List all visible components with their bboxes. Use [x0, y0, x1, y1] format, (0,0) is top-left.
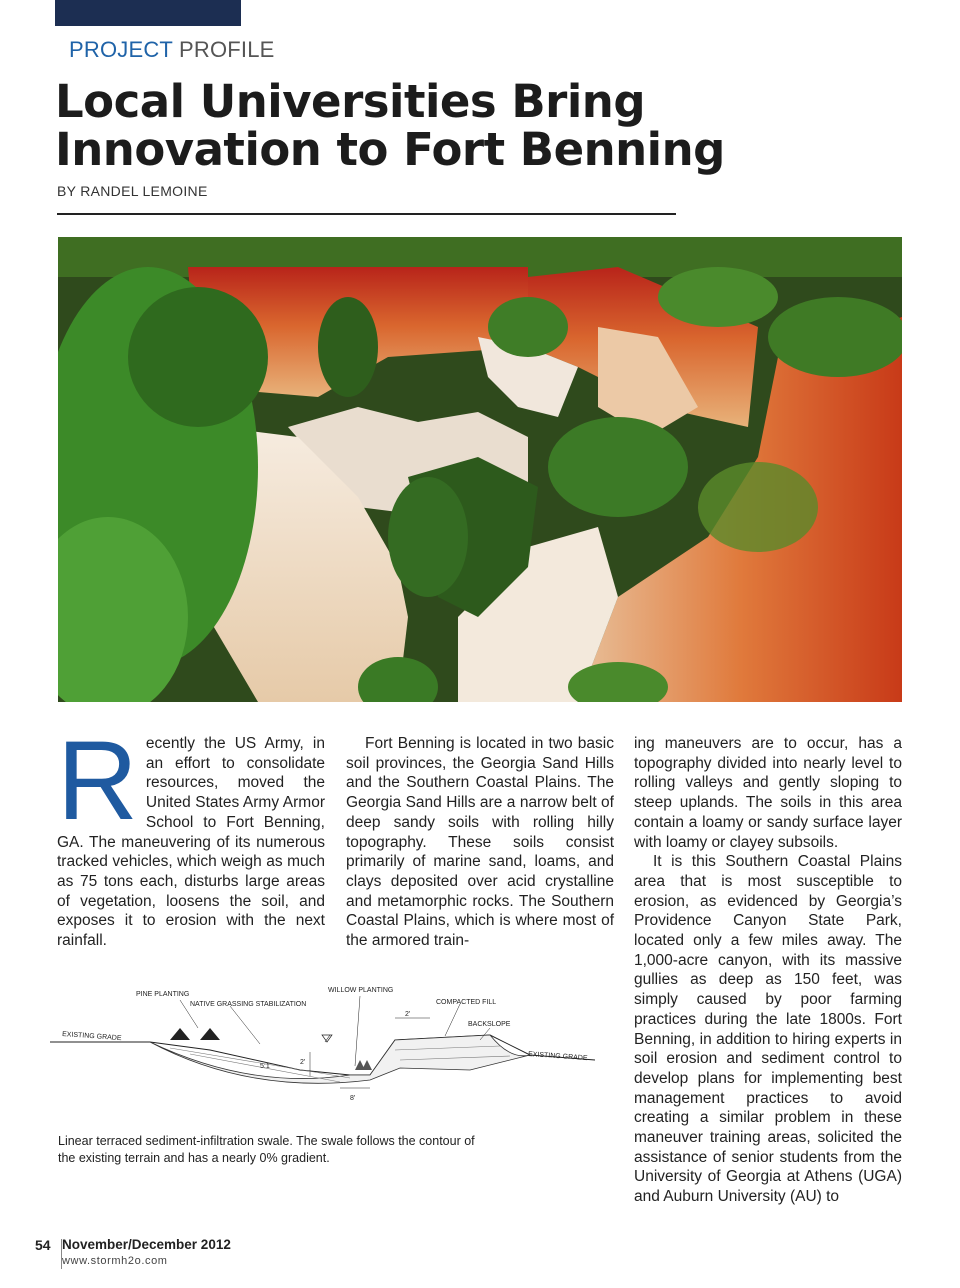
- label-pine-planting: PINE PLANTING: [136, 991, 190, 998]
- column-3-paragraph-2: It is this Southern Coastal Plains area that is most susceptible to erosion, as evidenced by Georgia’s Providence Canyon State Park, located only a few miles away. The 1,000-acre canyon, with its massive gullies as deep as 150 feet, was simply caused by poor farming practices during the late 1800s. Fort Benning, in addition to hiring experts in soil erosion and sediment control to develop plans for implementing best management practices to avoid creating a similar problem in these maneuver training areas, solicited the assistance of senior students from the University of Georgia at Athens (UGA) and Auburn University (AU) to: [634, 853, 902, 1206]
- column-2-paragraph: Fort Benning is located in two basic soil provinces, the Georgia Sand Hills and the Southern Coastal Plains. The Georgia Sand Hills are a narrow belt of deep sandy soils with rolling hilly topography. These soils consist primarily of marine sand, loams, and clays deposited over acid crystalline and metamorphic rocks. The Southern Coastal Plains, which is where most of the armored train-: [346, 735, 614, 950]
- headline-divider: [57, 213, 676, 215]
- label-dimension-top: 2': [405, 1011, 411, 1018]
- article-headline: [55, 75, 755, 176]
- page-number: 54: [35, 1237, 51, 1253]
- label-compacted-fill: COMPACTED FILL: [436, 999, 497, 1006]
- label-backslope: BACKSLOPE: [468, 1021, 511, 1028]
- label-dimension-depth: 2': [300, 1059, 306, 1066]
- section-kicker: [69, 37, 275, 63]
- byline: BY RANDEL LEMOINE: [57, 183, 208, 199]
- swale-cross-section: [50, 980, 610, 1120]
- headline-line-2: Innovation to Fort Benning: [55, 123, 725, 176]
- column-1-paragraph: ecently the US Army, in an effort to consolidate resources, moved the United States Army Armor School to Fort Benning, GA. The maneuvering of its numerous tracked vehicles, which weigh as much as 75 tons each, disturbs large areas of vegetation, loosens the soil, and exposes it to erosion with the next rainfall.: [57, 735, 325, 950]
- kicker-accent: PROJECT: [69, 37, 173, 62]
- label-slope-ratio: 5:1: [260, 1063, 270, 1070]
- page-footer: [35, 1237, 231, 1269]
- article-column-3: [634, 734, 902, 1207]
- kicker-rest: PROFILE: [179, 37, 275, 62]
- label-dimension-bottom: 8': [350, 1095, 356, 1102]
- label-native-grassing: NATIVE GRASSING STABILIZATION: [190, 1001, 307, 1008]
- column-3-paragraph-1: ing maneuvers are to occur, has a topography divided into nearly level to rolling valleys and gently sloping to steep uplands. The soils in this area contain a loamy or sandy surface layer with loamy or clayey subsoils.: [634, 735, 902, 851]
- header-color-bar: [55, 0, 241, 26]
- issue-date: November/December 2012: [62, 1237, 231, 1252]
- article-column-1: [57, 718, 325, 951]
- label-willow-planting: WILLOW PLANTING: [328, 987, 394, 994]
- figure-caption: Linear terraced sediment-infiltration swale. The swale follows the contour of the existing terrain and has a nearly 0% gradient.: [58, 1134, 475, 1165]
- headline-line-1: Local Universities Bring: [55, 75, 646, 128]
- article-column-2: [346, 734, 614, 951]
- label-existing-grade-left: EXISTING GRADE: [61, 1031, 122, 1043]
- drop-cap: R: [57, 718, 138, 843]
- website-link[interactable]: www.stormh2o.com: [62, 1255, 168, 1267]
- swale-diagram: [50, 980, 610, 1120]
- canyon-illustration: [58, 237, 902, 702]
- label-existing-grade-right: EXISTING GRADE: [527, 1051, 588, 1063]
- canyon-photo: [58, 237, 902, 702]
